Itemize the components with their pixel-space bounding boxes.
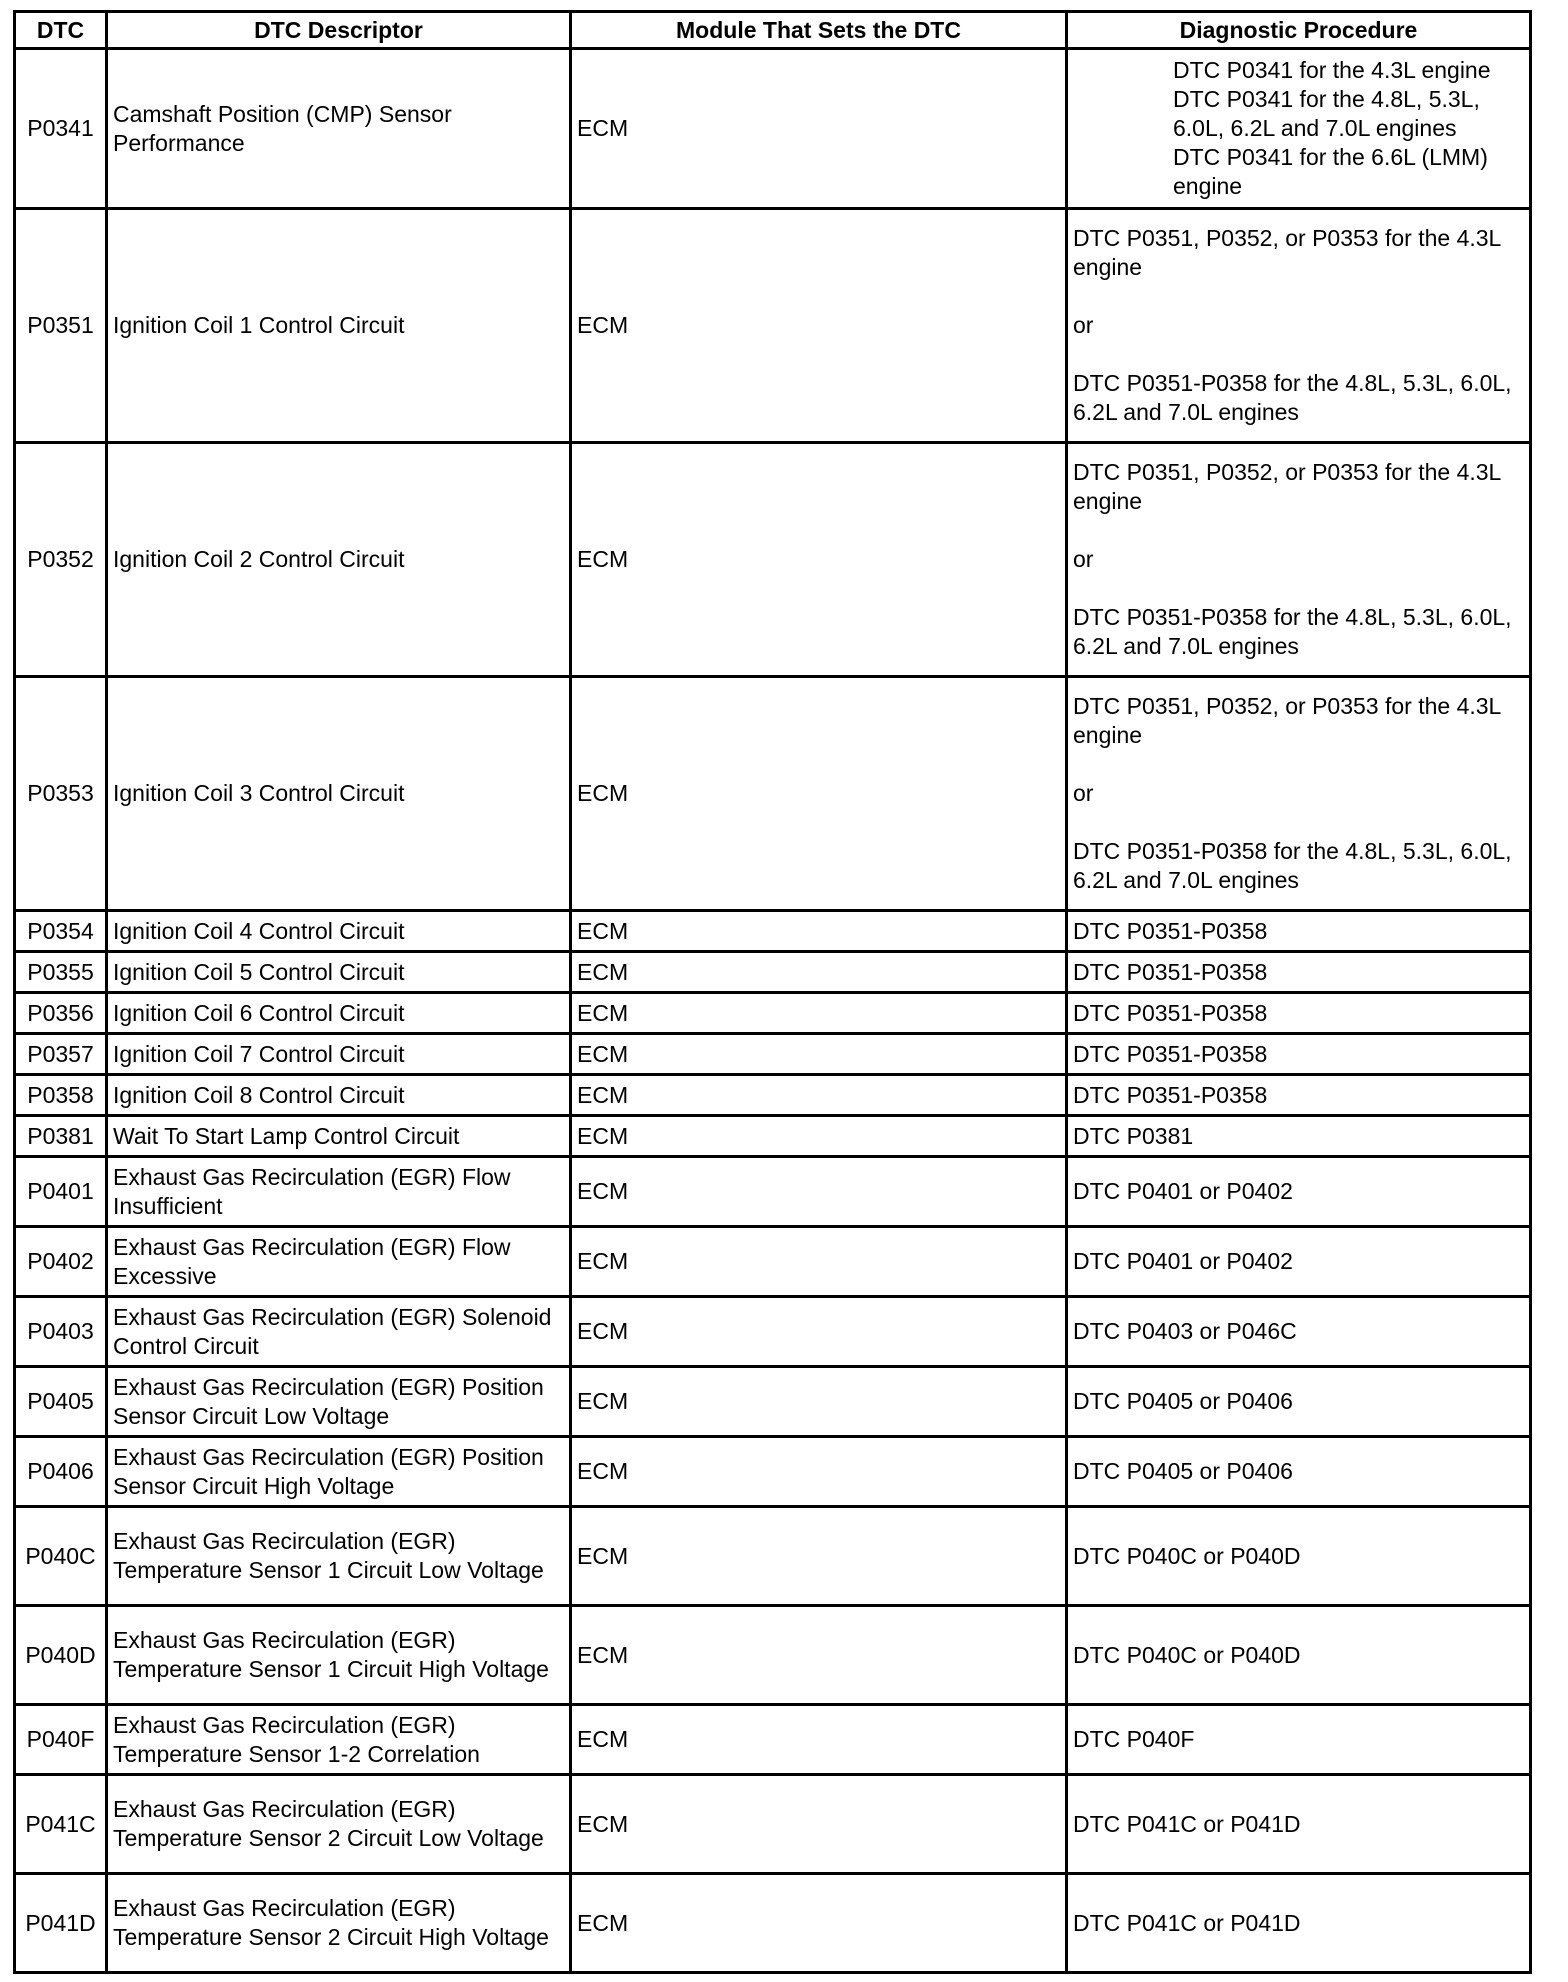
module-name: ECM bbox=[571, 1116, 1067, 1157]
table-row bbox=[15, 209, 1531, 443]
module-name: ECM bbox=[571, 911, 1067, 952]
procedure-line: DTC P0341 for the 6.6L (LMM) engine bbox=[1173, 144, 1488, 199]
table-row bbox=[15, 1437, 1531, 1507]
table-row bbox=[15, 443, 1531, 677]
dtc-table bbox=[13, 10, 1532, 1974]
diagnostic-procedure bbox=[1067, 1075, 1531, 1116]
dtc-descriptor: Exhaust Gas Recirculation (EGR) Temperature Sensor 2 Circuit High Voltage bbox=[107, 1874, 571, 1973]
table-row bbox=[15, 1227, 1531, 1297]
procedure-line: DTC P0401 or P0402 bbox=[1073, 1248, 1293, 1274]
module-name: ECM bbox=[571, 677, 1067, 911]
module-name: ECM bbox=[571, 443, 1067, 677]
dtc-descriptor: Ignition Coil 2 Control Circuit bbox=[107, 443, 571, 677]
diagnostic-procedure bbox=[1067, 443, 1531, 677]
procedure-line: DTC P040C or P040D bbox=[1073, 1641, 1301, 1668]
procedure-line: or bbox=[1073, 546, 1094, 572]
table-row bbox=[15, 1116, 1531, 1157]
dtc-descriptor: Ignition Coil 8 Control Circuit bbox=[107, 1075, 571, 1116]
dtc-code: P0352 bbox=[15, 443, 107, 677]
module-name: ECM bbox=[571, 1297, 1067, 1367]
dtc-code: P041D bbox=[15, 1874, 107, 1973]
diagnostic-procedure bbox=[1067, 1705, 1531, 1775]
dtc-descriptor: Ignition Coil 7 Control Circuit bbox=[107, 1034, 571, 1075]
procedure-line: DTC P0405 or P0406 bbox=[1073, 1388, 1293, 1414]
module-name: ECM bbox=[571, 1034, 1067, 1075]
procedure-line bbox=[1073, 282, 1524, 311]
diagnostic-procedure bbox=[1067, 1874, 1531, 1973]
procedure-line: DTC P0351, P0352, or P0353 for the 4.3L engine bbox=[1073, 225, 1501, 280]
header-row bbox=[15, 12, 1531, 49]
module-name: ECM bbox=[571, 1507, 1067, 1606]
table-row bbox=[15, 952, 1531, 993]
dtc-descriptor: Ignition Coil 1 Control Circuit bbox=[107, 209, 571, 443]
dtc-code: P0353 bbox=[15, 677, 107, 911]
dtc-descriptor: Exhaust Gas Recirculation (EGR) Position Sensor Circuit Low Voltage bbox=[107, 1367, 571, 1437]
dtc-code: P0341 bbox=[15, 49, 107, 209]
dtc-descriptor: Exhaust Gas Recirculation (EGR) Temperature Sensor 1-2 Correlation bbox=[107, 1705, 571, 1775]
table-row bbox=[15, 1157, 1531, 1227]
procedure-line: or bbox=[1073, 780, 1094, 806]
procedure-line: DTC P041C or P041D bbox=[1073, 1810, 1301, 1837]
dtc-descriptor: Exhaust Gas Recirculation (EGR) Temperature Sensor 2 Circuit Low Voltage bbox=[107, 1775, 571, 1874]
diagnostic-procedure bbox=[1067, 677, 1531, 911]
diagnostic-procedure bbox=[1067, 1227, 1531, 1297]
procedure-line bbox=[1073, 340, 1524, 369]
procedure-line bbox=[1073, 574, 1524, 603]
diagnostic-procedure bbox=[1067, 911, 1531, 952]
procedure-line: DTC P0351-P0358 bbox=[1073, 958, 1268, 985]
table-row bbox=[15, 1507, 1531, 1606]
module-name: ECM bbox=[571, 1075, 1067, 1116]
procedure-line: DTC P0405 or P0406 bbox=[1073, 1458, 1293, 1484]
diagnostic-procedure bbox=[1067, 952, 1531, 993]
procedure-line: DTC P0351-P0358 bbox=[1073, 917, 1268, 944]
diagnostic-procedure bbox=[1067, 1367, 1531, 1437]
diagnostic-procedure bbox=[1067, 993, 1531, 1034]
table-row bbox=[15, 1874, 1531, 1973]
procedure-line: DTC P0341 for the 4.8L, 5.3L, 6.0L, 6.2L and 7.0L engines bbox=[1173, 86, 1480, 141]
procedure-line bbox=[1073, 750, 1524, 779]
diagnostic-procedure bbox=[1067, 1034, 1531, 1075]
module-name: ECM bbox=[571, 993, 1067, 1034]
table-row bbox=[15, 1705, 1531, 1775]
table-row bbox=[15, 911, 1531, 952]
table-row bbox=[15, 993, 1531, 1034]
procedure-line: DTC P0403 or P046C bbox=[1073, 1318, 1297, 1344]
dtc-code: P0354 bbox=[15, 911, 107, 952]
dtc-code: P041C bbox=[15, 1775, 107, 1874]
module-name: ECM bbox=[571, 209, 1067, 443]
table-row bbox=[15, 1775, 1531, 1874]
dtc-descriptor: Ignition Coil 6 Control Circuit bbox=[107, 993, 571, 1034]
procedure-line: DTC P041C or P041D bbox=[1073, 1909, 1301, 1936]
header-descriptor: DTC Descriptor bbox=[107, 12, 571, 49]
dtc-code: P0356 bbox=[15, 993, 107, 1034]
diagnostic-procedure bbox=[1067, 1775, 1531, 1874]
module-name: ECM bbox=[571, 49, 1067, 209]
dtc-descriptor: Camshaft Position (CMP) Sensor Performance bbox=[107, 49, 571, 209]
module-name: ECM bbox=[571, 1874, 1067, 1973]
dtc-code: P0381 bbox=[15, 1116, 107, 1157]
dtc-descriptor: Ignition Coil 5 Control Circuit bbox=[107, 952, 571, 993]
table-row bbox=[15, 1034, 1531, 1075]
table-row bbox=[15, 1367, 1531, 1437]
procedure-line: DTC P0351-P0358 for the 4.8L, 5.3L, 6.0L, 6.2L and 7.0L engines bbox=[1073, 604, 1512, 659]
dtc-descriptor: Exhaust Gas Recirculation (EGR) Solenoid Control Circuit bbox=[107, 1297, 571, 1367]
dtc-descriptor: Exhaust Gas Recirculation (EGR) Position Sensor Circuit High Voltage bbox=[107, 1437, 571, 1507]
procedure-line: DTC P0351-P0358 for the 4.8L, 5.3L, 6.0L, 6.2L and 7.0L engines bbox=[1073, 838, 1512, 893]
procedure-line: DTC P0351, P0352, or P0353 for the 4.3L engine bbox=[1073, 459, 1501, 514]
procedure-line: DTC P0351-P0358 for the 4.8L, 5.3L, 6.0L, 6.2L and 7.0L engines bbox=[1073, 370, 1512, 425]
procedure-line bbox=[1073, 808, 1524, 837]
procedure-line bbox=[1073, 516, 1524, 545]
dtc-descriptor: Ignition Coil 3 Control Circuit bbox=[107, 677, 571, 911]
procedure-line: DTC P040C or P040D bbox=[1073, 1542, 1301, 1569]
dtc-code: P0357 bbox=[15, 1034, 107, 1075]
module-name: ECM bbox=[571, 1437, 1067, 1507]
procedure-line: DTC P0351-P0358 bbox=[1073, 1081, 1268, 1108]
module-name: ECM bbox=[571, 1157, 1067, 1227]
dtc-descriptor: Exhaust Gas Recirculation (EGR) Temperature Sensor 1 Circuit High Voltage bbox=[107, 1606, 571, 1705]
diagnostic-procedure bbox=[1067, 1507, 1531, 1606]
dtc-descriptor: Exhaust Gas Recirculation (EGR) Flow Excessive bbox=[107, 1227, 571, 1297]
procedure-line: DTC P0381 bbox=[1073, 1122, 1194, 1149]
module-name: ECM bbox=[571, 952, 1067, 993]
table-row bbox=[15, 1075, 1531, 1116]
module-name: ECM bbox=[571, 1227, 1067, 1297]
dtc-descriptor: Exhaust Gas Recirculation (EGR) Flow Insufficient bbox=[107, 1157, 571, 1227]
dtc-code: P040C bbox=[15, 1507, 107, 1606]
module-name: ECM bbox=[571, 1775, 1067, 1874]
diagnostic-procedure bbox=[1067, 209, 1531, 443]
dtc-descriptor: Ignition Coil 4 Control Circuit bbox=[107, 911, 571, 952]
diagnostic-procedure bbox=[1067, 49, 1531, 209]
table-row bbox=[15, 677, 1531, 911]
dtc-descriptor: Exhaust Gas Recirculation (EGR) Temperature Sensor 1 Circuit Low Voltage bbox=[107, 1507, 571, 1606]
procedure-line: DTC P040F bbox=[1073, 1726, 1195, 1752]
module-name: ECM bbox=[571, 1705, 1067, 1775]
header-procedure: Diagnostic Procedure bbox=[1067, 12, 1531, 49]
dtc-code: P0355 bbox=[15, 952, 107, 993]
dtc-code: P0402 bbox=[15, 1227, 107, 1297]
procedure-line: DTC P0351-P0358 bbox=[1073, 1040, 1268, 1067]
table-body bbox=[15, 49, 1531, 1973]
dtc-code: P0351 bbox=[15, 209, 107, 443]
header-dtc: DTC bbox=[15, 12, 107, 49]
dtc-code: P040D bbox=[15, 1606, 107, 1705]
table-row bbox=[15, 1297, 1531, 1367]
dtc-code: P0406 bbox=[15, 1437, 107, 1507]
diagnostic-procedure bbox=[1067, 1606, 1531, 1705]
header-module: Module That Sets the DTC bbox=[571, 12, 1067, 49]
procedure-line: DTC P0351-P0358 bbox=[1073, 999, 1268, 1026]
procedure-line: DTC P0401 or P0402 bbox=[1073, 1178, 1293, 1204]
table-row bbox=[15, 49, 1531, 209]
procedure-line: DTC P0351, P0352, or P0353 for the 4.3L engine bbox=[1073, 693, 1501, 748]
procedure-line: DTC P0341 for the 4.3L engine bbox=[1173, 57, 1491, 83]
dtc-code: P0403 bbox=[15, 1297, 107, 1367]
dtc-code: P040F bbox=[15, 1705, 107, 1775]
diagnostic-procedure bbox=[1067, 1116, 1531, 1157]
procedure-line: or bbox=[1073, 312, 1094, 338]
dtc-code: P0358 bbox=[15, 1075, 107, 1116]
dtc-code: P0401 bbox=[15, 1157, 107, 1227]
dtc-code: P0405 bbox=[15, 1367, 107, 1437]
dtc-descriptor: Wait To Start Lamp Control Circuit bbox=[107, 1116, 571, 1157]
diagnostic-procedure bbox=[1067, 1437, 1531, 1507]
table-row bbox=[15, 1606, 1531, 1705]
module-name: ECM bbox=[571, 1606, 1067, 1705]
module-name: ECM bbox=[571, 1367, 1067, 1437]
diagnostic-procedure bbox=[1067, 1297, 1531, 1367]
diagnostic-procedure bbox=[1067, 1157, 1531, 1227]
